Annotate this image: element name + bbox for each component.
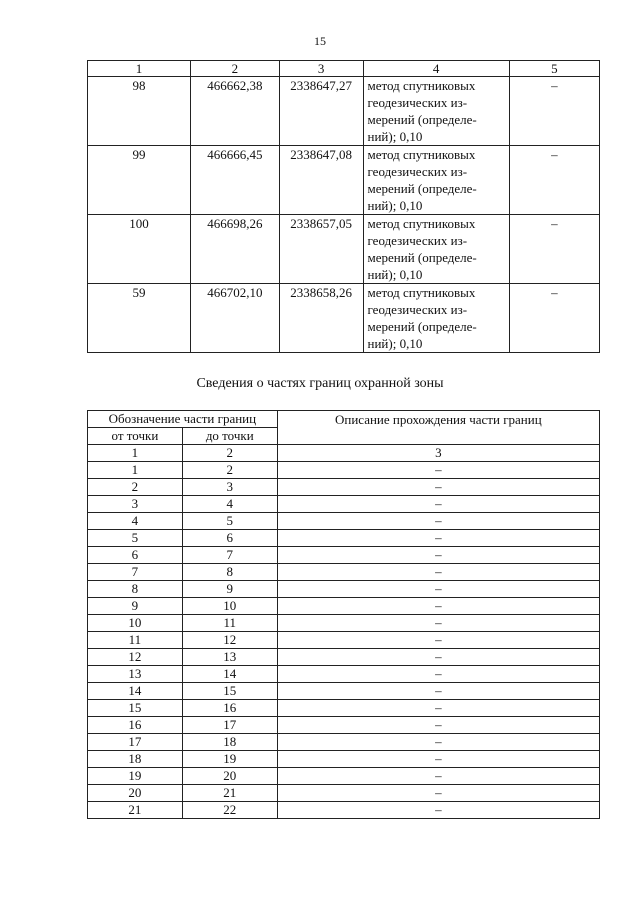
- parts-row: [88, 581, 600, 598]
- coordinates-row: [88, 146, 600, 215]
- coordinates-row: [88, 284, 600, 353]
- to-point-cell: 13: [182, 649, 277, 666]
- note-cell: –: [509, 284, 599, 353]
- to-point-cell: 21: [182, 785, 277, 802]
- description-cell: –: [277, 802, 599, 819]
- parts-row: [88, 615, 600, 632]
- x-coordinate-cell: 466702,10: [191, 284, 280, 353]
- method-line: мерений (определе-: [367, 319, 477, 334]
- header-description: Описание прохождения части границ: [277, 411, 599, 445]
- description-cell: –: [277, 700, 599, 717]
- to-point-cell: 4: [182, 496, 277, 513]
- method-line: геодезических из-: [367, 95, 468, 110]
- method-line: метод спутниковых: [367, 216, 476, 231]
- parts-row: [88, 649, 600, 666]
- description-cell: –: [277, 598, 599, 615]
- to-point-cell: 8: [182, 564, 277, 581]
- coordinates-row: [88, 77, 600, 146]
- to-point-cell: 22: [182, 802, 277, 819]
- from-point-cell: 5: [88, 530, 183, 547]
- description-cell: –: [277, 768, 599, 785]
- number-col-1: 1: [88, 445, 183, 462]
- from-point-cell: 11: [88, 632, 183, 649]
- point-cell: 100: [88, 215, 191, 284]
- method-line: ний); 0,10: [367, 267, 423, 282]
- boundary-parts-table: [87, 410, 600, 819]
- method-line: ний); 0,10: [367, 198, 423, 213]
- method-line: метод спутниковых: [367, 147, 476, 162]
- to-point-cell: 14: [182, 666, 277, 683]
- parts-row: [88, 462, 600, 479]
- parts-row: [88, 513, 600, 530]
- to-point-cell: 16: [182, 700, 277, 717]
- from-point-cell: 17: [88, 734, 183, 751]
- method-line: геодезических из-: [367, 164, 468, 179]
- from-point-cell: 13: [88, 666, 183, 683]
- x-coordinate-cell: 466698,26: [191, 215, 280, 284]
- parts-number-row: [88, 445, 600, 462]
- description-cell: –: [277, 462, 599, 479]
- parts-row: [88, 683, 600, 700]
- method-line: ний); 0,10: [367, 336, 423, 351]
- from-point-cell: 7: [88, 564, 183, 581]
- description-cell: –: [277, 547, 599, 564]
- page-number: 15: [314, 34, 326, 48]
- parts-row: [88, 734, 600, 751]
- parts-row: [88, 530, 600, 547]
- description-cell: –: [277, 581, 599, 598]
- header-to: до точки: [182, 428, 277, 445]
- point-cell: 59: [88, 284, 191, 353]
- parts-row: [88, 717, 600, 734]
- parts-row: [88, 785, 600, 802]
- description-cell: –: [277, 734, 599, 751]
- number-col-2: 2: [182, 445, 277, 462]
- parts-row: [88, 666, 600, 683]
- parts-row: [88, 700, 600, 717]
- description-cell: –: [277, 683, 599, 700]
- header-from: от точки: [88, 428, 183, 445]
- from-point-cell: 19: [88, 768, 183, 785]
- method-line: ний); 0,10: [367, 129, 423, 144]
- to-point-cell: 18: [182, 734, 277, 751]
- method-cell: [363, 215, 509, 284]
- col-header-4: 4: [363, 61, 509, 77]
- description-cell: –: [277, 564, 599, 581]
- description-cell: –: [277, 615, 599, 632]
- from-point-cell: 3: [88, 496, 183, 513]
- to-point-cell: 12: [182, 632, 277, 649]
- parts-row: [88, 496, 600, 513]
- point-cell: 98: [88, 77, 191, 146]
- x-coordinate-cell: 466666,45: [191, 146, 280, 215]
- description-cell: –: [277, 751, 599, 768]
- col-header-5: 5: [509, 61, 599, 77]
- note-cell: –: [509, 215, 599, 284]
- from-point-cell: 1: [88, 462, 183, 479]
- description-cell: –: [277, 513, 599, 530]
- method-line: мерений (определе-: [367, 112, 477, 127]
- description-cell: –: [277, 649, 599, 666]
- coordinates-header-row: [88, 61, 600, 77]
- parts-row: [88, 751, 600, 768]
- to-point-cell: 5: [182, 513, 277, 530]
- from-point-cell: 16: [88, 717, 183, 734]
- y-coordinate-cell: 2338647,27: [279, 77, 363, 146]
- section-title: Сведения о частях границ охранной зоны: [196, 376, 444, 391]
- parts-row: [88, 479, 600, 496]
- from-point-cell: 9: [88, 598, 183, 615]
- from-point-cell: 18: [88, 751, 183, 768]
- note-cell: –: [509, 146, 599, 215]
- to-point-cell: 11: [182, 615, 277, 632]
- method-line: метод спутниковых: [367, 78, 476, 93]
- parts-row: [88, 564, 600, 581]
- parts-row: [88, 768, 600, 785]
- from-point-cell: 6: [88, 547, 183, 564]
- from-point-cell: 15: [88, 700, 183, 717]
- from-point-cell: 8: [88, 581, 183, 598]
- col-header-2: 2: [191, 61, 280, 77]
- parts-row: [88, 547, 600, 564]
- parts-row: [88, 802, 600, 819]
- to-point-cell: 6: [182, 530, 277, 547]
- description-cell: –: [277, 717, 599, 734]
- to-point-cell: 7: [182, 547, 277, 564]
- method-line: геодезических из-: [367, 233, 468, 248]
- to-point-cell: 3: [182, 479, 277, 496]
- y-coordinate-cell: 2338658,26: [279, 284, 363, 353]
- to-point-cell: 19: [182, 751, 277, 768]
- parts-header-row-1: [88, 411, 600, 428]
- parts-row: [88, 598, 600, 615]
- to-point-cell: 17: [182, 717, 277, 734]
- to-point-cell: 20: [182, 768, 277, 785]
- from-point-cell: 20: [88, 785, 183, 802]
- header-group: Обозначение части границ: [88, 411, 278, 428]
- method-line: метод спутниковых: [367, 285, 476, 300]
- col-header-1: 1: [88, 61, 191, 77]
- from-point-cell: 10: [88, 615, 183, 632]
- from-point-cell: 4: [88, 513, 183, 530]
- description-cell: –: [277, 666, 599, 683]
- number-col-3: 3: [277, 445, 599, 462]
- y-coordinate-cell: 2338647,08: [279, 146, 363, 215]
- to-point-cell: 2: [182, 462, 277, 479]
- to-point-cell: 15: [182, 683, 277, 700]
- parts-row: [88, 632, 600, 649]
- description-cell: –: [277, 785, 599, 802]
- description-cell: –: [277, 530, 599, 547]
- to-point-cell: 10: [182, 598, 277, 615]
- description-cell: –: [277, 479, 599, 496]
- point-cell: 99: [88, 146, 191, 215]
- method-cell: [363, 284, 509, 353]
- from-point-cell: 21: [88, 802, 183, 819]
- method-line: мерений (определе-: [367, 250, 477, 265]
- x-coordinate-cell: 466662,38: [191, 77, 280, 146]
- col-header-3: 3: [279, 61, 363, 77]
- method-line: мерений (определе-: [367, 181, 477, 196]
- from-point-cell: 14: [88, 683, 183, 700]
- y-coordinate-cell: 2338657,05: [279, 215, 363, 284]
- from-point-cell: 12: [88, 649, 183, 666]
- method-cell: [363, 146, 509, 215]
- method-cell: [363, 77, 509, 146]
- note-cell: –: [509, 77, 599, 146]
- from-point-cell: 2: [88, 479, 183, 496]
- to-point-cell: 9: [182, 581, 277, 598]
- method-line: геодезических из-: [367, 302, 468, 317]
- coordinates-table: [87, 60, 600, 353]
- coordinates-row: [88, 215, 600, 284]
- description-cell: –: [277, 496, 599, 513]
- description-cell: –: [277, 632, 599, 649]
